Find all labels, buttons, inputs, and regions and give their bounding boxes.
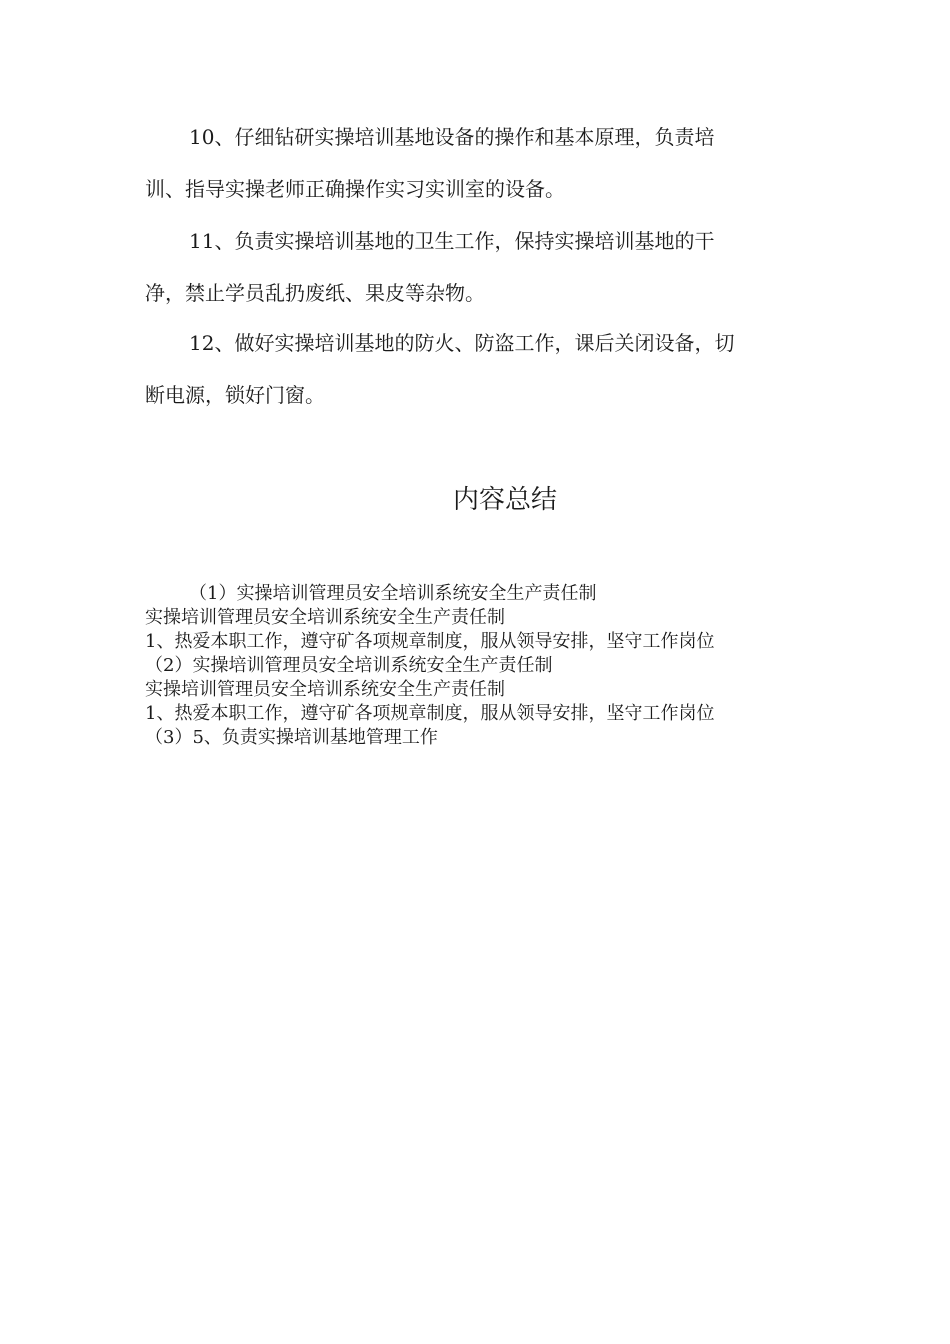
- paragraph-line: 训、指导实操老师正确操作实习实训室的设备。: [145, 177, 565, 201]
- paragraph-item-12: [145, 317, 805, 421]
- summary-line: （3）5、负责实操培训基地管理工作: [145, 727, 438, 748]
- summary-block: [145, 582, 825, 750]
- summary-line: 实操培训管理员安全培训系统安全生产责任制: [145, 679, 505, 700]
- paragraph-line: 净，禁止学员乱扔废纸、果皮等杂物。: [145, 281, 485, 305]
- paragraph-line: 12、做好实操培训基地的防火、防盗工作，课后关闭设备，切: [189, 331, 735, 355]
- paragraph-line: 10、仔细钻研实操培训基地设备的操作和基本原理，负责培: [189, 125, 715, 149]
- summary-line: （2）实操培训管理员安全培训系统安全生产责任制: [145, 655, 553, 676]
- paragraph-item-10: [145, 111, 805, 215]
- summary-line: （1）实操培训管理员安全培训系统安全生产责任制: [189, 583, 597, 604]
- summary-line: 1、热爱本职工作，遵守矿各项规章制度，服从领导安排，坚守工作岗位: [145, 631, 715, 652]
- paragraph-line: 断电源，锁好门窗。: [145, 383, 325, 407]
- summary-heading: 内容总结: [452, 485, 557, 515]
- paragraph-line: 11、负责实操培训基地的卫生工作，保持实操培训基地的干: [189, 229, 715, 253]
- summary-line: 1、热爱本职工作，遵守矿各项规章制度，服从领导安排，坚守工作岗位: [145, 703, 715, 724]
- paragraph-item-11: [145, 215, 805, 319]
- summary-line: 实操培训管理员安全培训系统安全生产责任制: [145, 607, 505, 628]
